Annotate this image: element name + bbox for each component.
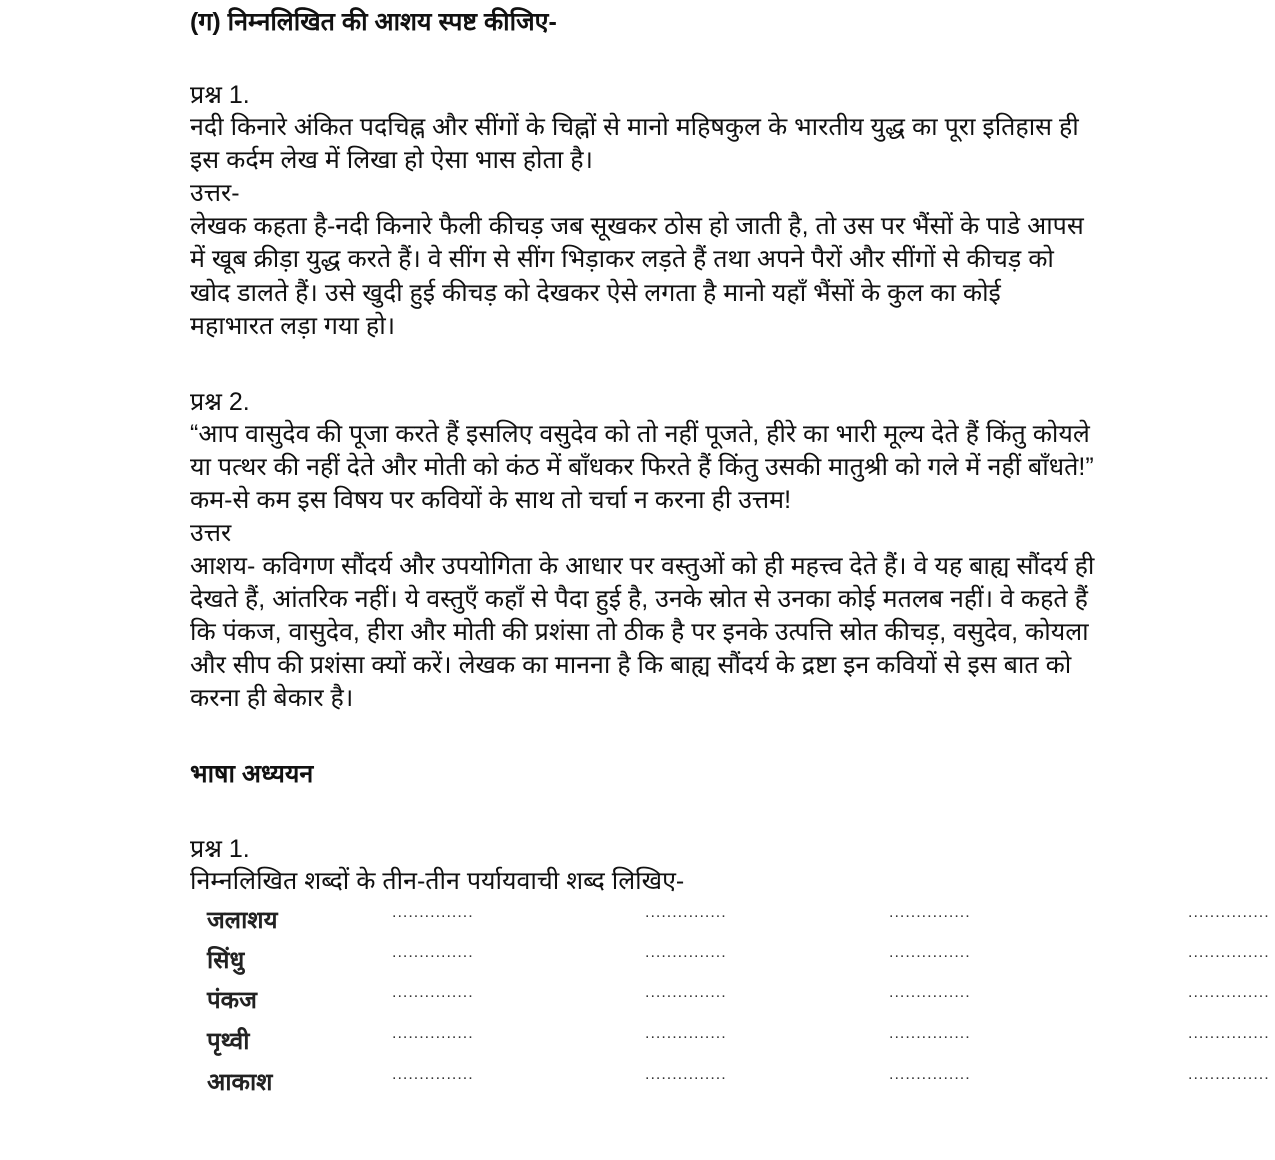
synonym-blank: ...............: [392, 984, 474, 1001]
synonym-blank: ...............: [889, 1025, 971, 1042]
synonym-blank: ...............: [645, 1066, 727, 1083]
q1-answer-line: लेखक कहता है-नदी किनारे फैली कीचड़ जब सूखकर ठोस हो जाती है, तो उस पर भैंसों के पाडे आपस: [190, 212, 1084, 240]
q2-answer-line: और सीप की प्रशंसा क्यों करें। लेखक का मानना है कि बाह्य सौंदर्य के द्रष्टा इन कवियों से इस बात को: [190, 651, 1072, 679]
synonym-blank: ...............: [392, 1066, 474, 1083]
language-section-title: भाषा अध्ययन: [190, 760, 314, 788]
synonym-word: जलाशय: [207, 907, 278, 934]
q1-answer-line: खोद डालते हैं। उसे खुदी हुई कीचड़ को देखकर ऐसे लगता है मानो यहाँ भैंसों के कुल का कोई: [190, 279, 1001, 307]
synonym-blank: ...............: [1188, 984, 1270, 1001]
q2-label: प्रश्न 2.: [190, 388, 250, 416]
synonym-blank: ...............: [1188, 944, 1270, 961]
synonym-blank: ...............: [889, 984, 971, 1001]
q1-label: प्रश्न 1.: [190, 81, 250, 109]
synonym-blank: ...............: [645, 984, 727, 1001]
synonym-word: पृथ्वी: [207, 1028, 250, 1055]
synonym-blank: ...............: [1188, 904, 1270, 921]
q2-answer-line: आशय- कविगण सौंदर्य और उपयोगिता के आधार पर वस्तुओं को ही महत्त्व देते हैं। वे यह बाह्य सौंदर्य ही: [190, 552, 1095, 580]
section-title: (ग) निम्नलिखित की आशय स्पष्ट कीजिए-: [190, 8, 557, 36]
synonym-blank: ...............: [392, 944, 474, 961]
synonym-blank: ...............: [889, 904, 971, 921]
q2-answer-line: करना ही बेकार है।: [190, 684, 354, 712]
synonym-blank: ...............: [645, 904, 727, 921]
q2-question-line: “आप वासुदेव की पूजा करते हैं इसलिए वसुदेव को तो नहीं पूजते, हीरे का भारी मूल्य देते हैं किंतु कोयले: [190, 420, 1090, 448]
q2-answer-line: देखते हैं, आंतरिक नहीं। ये वस्तुएँ कहाँ से पैदा हुई है, उनके स्रोत से उनका कोई मतलब नहीं। वे कहते हैं: [190, 585, 1088, 613]
q2-answer-label: उत्तर: [190, 519, 232, 547]
q2-question-line: कम-से कम इस विषय पर कवियों के साथ तो चर्चा न करना ही उत्तम!: [190, 486, 792, 514]
lang-q1-text: निम्नलिखित शब्दों के तीन-तीन पर्यायवाची शब्द लिखिए-: [190, 867, 685, 895]
q1-answer-line: में खूब क्रीड़ा युद्ध करते हैं। वे सींग से सींग भिड़ाकर लड़ते हैं तथा अपने पैरों और सींगों से कीचड़ को: [190, 245, 1054, 273]
synonym-blank: ...............: [889, 944, 971, 961]
synonym-word: आकाश: [207, 1069, 273, 1096]
synonym-word: पंकज: [207, 987, 257, 1014]
q1-question-line: नदी किनारे अंकित पदचिह्न और सींगों के चिह्नों से मानो महिषकुल के भारतीय युद्ध का पूरा इतिहास ही: [190, 113, 1079, 141]
q2-question-line: या पत्थर की नहीं देते और मोती को कंठ में बाँधकर फिरते हैं किंतु उसकी मातुश्री को गले में नहीं बाँधते!”: [190, 453, 1094, 481]
synonym-blank: ...............: [392, 904, 474, 921]
q1-answer-label: उत्तर-: [190, 179, 240, 207]
q1-answer-line: महाभारत लड़ा गया हो।: [190, 312, 396, 340]
synonym-blank: ...............: [889, 1066, 971, 1083]
synonym-blank: ...............: [645, 1025, 727, 1042]
synonym-blank: ...............: [1188, 1025, 1270, 1042]
synonym-word: सिंधु: [207, 947, 245, 974]
synonym-blank: ...............: [645, 944, 727, 961]
synonym-blank: ...............: [1188, 1066, 1270, 1083]
lang-q1-label: प्रश्न 1.: [190, 835, 250, 863]
q1-question-line: इस कर्दम लेख में लिखा हो ऐसा भास होता है।: [190, 146, 593, 174]
q2-answer-line: कि पंकज, वासुदेव, हीरा और मोती की प्रशंसा तो ठीक है पर इनके उत्पत्ति स्रोत कीचड़, वसुदेव, कोयला: [190, 618, 1089, 646]
synonym-blank: ...............: [392, 1025, 474, 1042]
